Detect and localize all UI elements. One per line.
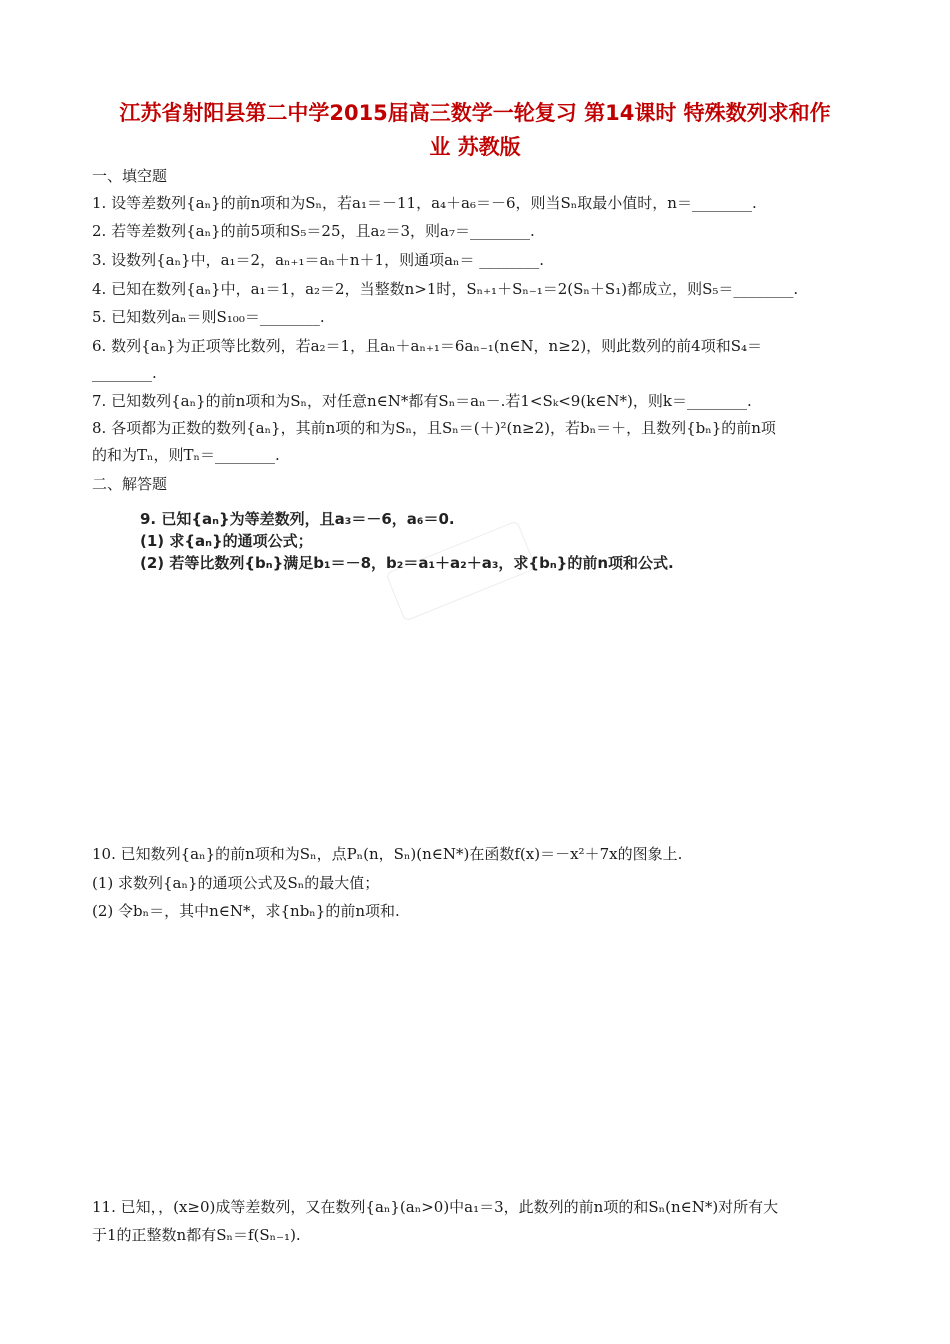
question-6-line-1: 6. 数列{aₙ}为正项等比数列，若a₂＝1，且aₙ＋aₙ₊₁＝6aₙ₋₁(n∈N，n≥2)，则此数列的前4项和S₄＝ <box>92 337 763 355</box>
question-4: 4. 已知在数列{aₙ}中，a₁＝1，a₂＝2，当整数n>1时，Sₙ₊₁＋Sₙ₋₁＝2(Sₙ＋S₁)都成立，则S₅＝________. <box>92 280 799 298</box>
title-line-1: 江苏省射阳县第二中学2015届高三数学一轮复习 第14课时 特殊数列求和作 <box>119 101 831 125</box>
question-10-stem: 10. 已知数列{aₙ}的前n项和为Sₙ，点Pₙ(n，Sₙ)(n∈N*)在函数f(x)＝－x²＋7x的图象上. <box>92 845 683 863</box>
question-8-line-1: 8. 各项都为正数的数列{aₙ}，其前n项的和为Sₙ，且Sₙ＝(＋)²(n≥2)，若bₙ＝＋，且数列{bₙ}的前n项 <box>92 419 776 437</box>
question-7: 7. 已知数列{aₙ}的前n项和为Sₙ，对任意n∈N*都有Sₙ＝aₙ－.若1<Sₖ<9(k∈N*)，则k＝________. <box>92 392 752 410</box>
question-11-line-1: 11. 已知，，(x≥0)成等差数列，又在数列{aₙ}(aₙ>0)中a₁＝3，此数列的前n项的和Sₙ(n∈N*)对所有大 <box>92 1198 779 1216</box>
question-8-line-2: 的和为Tₙ，则Tₙ＝________. <box>92 446 280 464</box>
question-6-line-2: ________. <box>92 364 157 382</box>
question-5: 5. 已知数列aₙ＝则S₁₀₀＝________. <box>92 308 325 326</box>
title-line-2: 业 苏教版 <box>429 135 521 159</box>
question-10-part-2: (2) 令bₙ＝，其中n∈N*，求{nbₙ}的前n项和. <box>92 902 400 920</box>
question-9-part-1: (1) 求{aₙ}的通项公式； <box>140 532 313 550</box>
question-9-part-2: (2) 若等比数列{bₙ}满足b₁＝－8，b₂＝a₁＋a₂＋a₃，求{bₙ}的前n项和公式. <box>140 554 674 572</box>
question-3: 3. 设数列{aₙ}中，a₁＝2，aₙ₊₁＝aₙ＋n＋1，则通项aₙ＝ ________. <box>92 251 545 269</box>
question-10-part-1: (1) 求数列{aₙ}的通项公式及Sₙ的最大值； <box>92 874 380 892</box>
question-9-stem: 9. 已知{aₙ}为等差数列，且a₃＝－6，a₆＝0. <box>140 510 455 528</box>
question-2: 2. 若等差数列{aₙ}的前5项和S₅＝25，且a₂＝3，则a₇＝________. <box>92 222 535 240</box>
section-heading-fill-in: 一、填空题 <box>92 167 168 185</box>
question-11-line-2: 于1的正整数n都有Sₙ＝f(Sₙ₋₁). <box>92 1226 301 1244</box>
question-1: 1. 设等差数列{aₙ}的前n项和为Sₙ，若a₁＝－11，a₄＋a₆＝－6，则当Sₙ取最小值时，n＝________. <box>92 194 757 212</box>
section-heading-solve: 二、解答题 <box>92 475 168 493</box>
document-title <box>60 96 890 164</box>
